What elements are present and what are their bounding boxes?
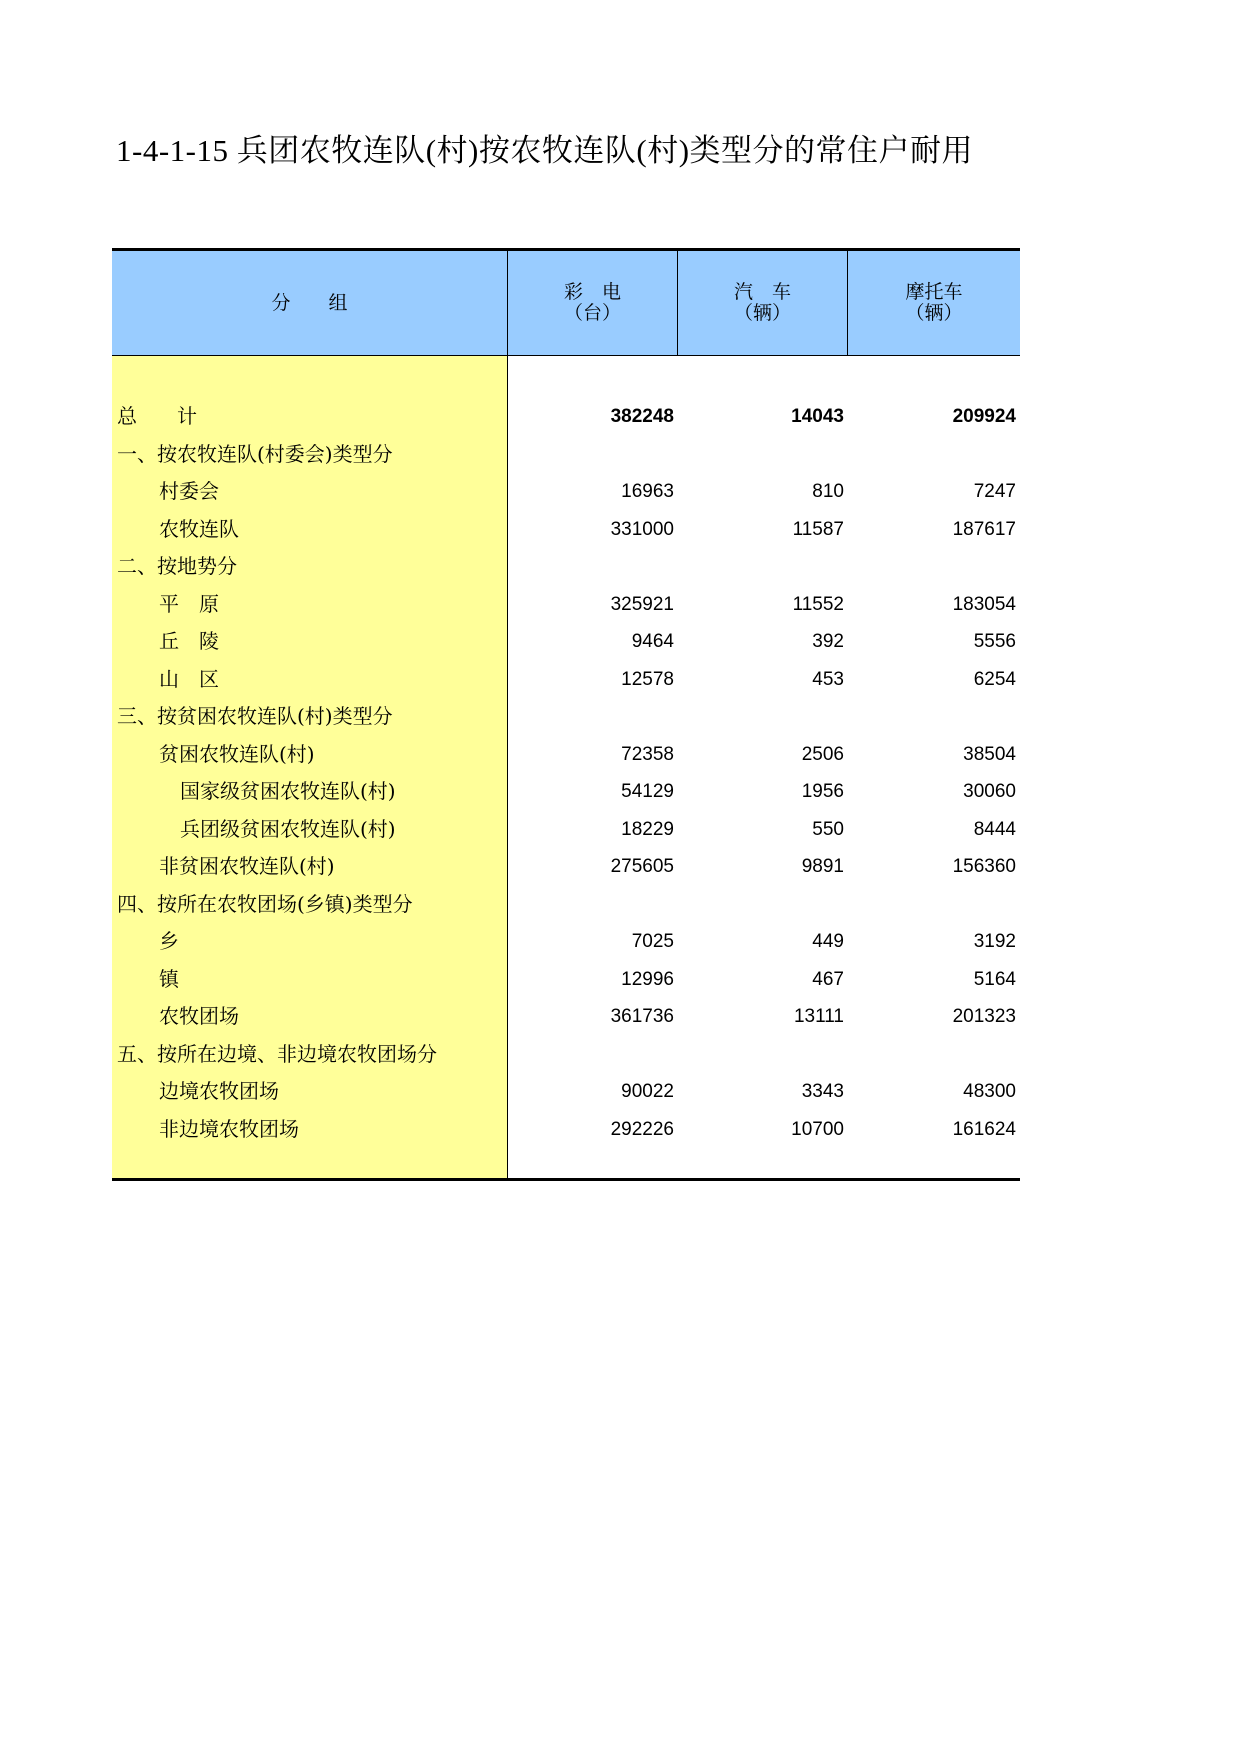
row-value-car: 550 — [812, 818, 844, 840]
row-value-color-tv: 18229 — [621, 818, 674, 840]
row-label: 农牧团场 — [159, 1004, 239, 1028]
row-value-motorcycle — [848, 436, 1016, 474]
page-title: 1-4-1-15 兵团农牧连队(村)按农牧连队(村)类型分的常住户耐用 — [116, 133, 974, 168]
row-label: 山 区 — [159, 666, 219, 691]
title-container — [116, 128, 1020, 178]
row-value-motorcycle: 3192 — [973, 931, 1016, 952]
table-row — [112, 736, 1020, 774]
table-row — [112, 961, 1020, 999]
table-bottom-rule — [112, 1178, 1020, 1181]
header-group-cell — [112, 251, 508, 355]
row-value-motorcycle: 183054 — [952, 593, 1016, 615]
row-value-motorcycle: 38504 — [963, 743, 1016, 765]
header-color-tv-cell — [508, 251, 678, 355]
row-value-car — [678, 698, 844, 736]
table-row — [112, 773, 1020, 811]
row-label: 四、按所在农牧团场(乡镇)类型分 — [117, 891, 413, 916]
row-value-color-tv: 275605 — [610, 856, 674, 877]
header-motorcycle-label: 摩托车 — [905, 281, 963, 303]
row-value-color-tv: 72358 — [621, 743, 674, 765]
row-value-motorcycle: 201323 — [952, 1006, 1016, 1027]
header-car-cell — [678, 251, 848, 355]
row-value-color-tv: 331000 — [610, 518, 674, 540]
row-value-color-tv — [508, 436, 674, 474]
row-label: 非边境农牧团场 — [159, 1116, 299, 1141]
row-label: 乡 — [159, 929, 179, 953]
row-value-color-tv — [508, 698, 674, 736]
row-value-motorcycle: 30060 — [963, 781, 1016, 802]
row-value-color-tv — [508, 1036, 674, 1074]
row-value-motorcycle — [848, 698, 1016, 736]
row-value-color-tv: 12578 — [621, 668, 674, 690]
row-value-car — [678, 1036, 844, 1074]
row-value-car: 392 — [812, 631, 844, 652]
row-value-motorcycle: 8444 — [973, 818, 1016, 840]
row-value-color-tv: 361736 — [610, 1006, 674, 1027]
row-value-car: 10700 — [791, 1118, 844, 1140]
row-value-car: 2506 — [801, 743, 844, 765]
row-label: 贫困农牧连队(村) — [159, 741, 315, 766]
row-value-car: 449 — [812, 931, 844, 952]
table-row-section — [112, 436, 1020, 474]
row-label: 丘 陵 — [159, 629, 219, 653]
header-car-unit: （辆） — [733, 302, 791, 324]
row-value-car: 810 — [812, 481, 844, 502]
row-label: 兵团级贫困农牧连队(村) — [180, 816, 396, 841]
row-value-motorcycle: 209924 — [952, 406, 1016, 427]
row-label: 一、按农牧连队(村委会)类型分 — [117, 441, 393, 466]
header-color-tv-label: 彩 电 — [563, 281, 621, 303]
table-row — [112, 923, 1020, 961]
header-motorcycle-cell — [848, 251, 1020, 355]
table-row-section — [112, 1036, 1020, 1074]
row-label: 农牧连队 — [159, 516, 239, 541]
row-value-color-tv: 16963 — [621, 481, 674, 502]
row-label: 镇 — [159, 966, 179, 991]
row-value-motorcycle: 187617 — [952, 518, 1016, 540]
header-car-label: 汽 车 — [733, 281, 791, 303]
row-value-car: 1956 — [801, 781, 844, 802]
row-value-car: 467 — [812, 968, 844, 990]
row-value-car: 453 — [812, 668, 844, 690]
table-row-section — [112, 548, 1020, 586]
table-body — [112, 356, 1020, 1178]
row-value-color-tv: 54129 — [621, 781, 674, 802]
row-label: 三、按贫困农牧连队(村)类型分 — [117, 704, 393, 728]
row-value-motorcycle: 6254 — [973, 668, 1016, 690]
row-label: 五、按所在边境、非边境农牧团场分 — [117, 1041, 437, 1066]
row-value-motorcycle — [848, 886, 1016, 924]
row-value-car: 11587 — [792, 518, 844, 540]
table-row — [112, 623, 1020, 661]
row-label: 平 原 — [159, 591, 219, 616]
row-value-car: 14043 — [791, 406, 844, 427]
row-label: 总 计 — [117, 404, 197, 428]
row-label: 边境农牧团场 — [159, 1079, 279, 1103]
row-value-color-tv: 325921 — [610, 593, 674, 615]
table-row — [112, 586, 1020, 624]
table-row — [112, 811, 1020, 849]
table-row — [112, 998, 1020, 1036]
row-value-motorcycle — [848, 1036, 1016, 1074]
row-value-car: 9891 — [801, 856, 844, 877]
row-value-motorcycle: 7247 — [973, 481, 1016, 502]
table-row — [112, 511, 1020, 549]
row-value-color-tv: 12996 — [621, 968, 674, 990]
row-value-motorcycle: 161624 — [952, 1118, 1016, 1140]
table-row — [112, 1111, 1020, 1149]
row-value-car — [678, 436, 844, 474]
row-value-motorcycle: 48300 — [963, 1081, 1016, 1102]
row-value-color-tv — [508, 548, 674, 586]
table-row — [112, 473, 1020, 511]
row-value-color-tv: 9464 — [631, 631, 674, 652]
row-value-motorcycle: 5164 — [973, 968, 1016, 990]
header-motorcycle-unit: （辆） — [905, 302, 963, 324]
header-group-label: 分 组 — [271, 291, 348, 314]
row-label: 非贫困农牧连队(村) — [159, 854, 335, 878]
row-value-motorcycle: 5556 — [973, 631, 1016, 652]
row-value-car — [678, 886, 844, 924]
table-row-section — [112, 698, 1020, 736]
table-row-section — [112, 886, 1020, 924]
header-color-tv-unit: （台） — [563, 302, 621, 324]
row-value-color-tv: 90022 — [621, 1081, 674, 1102]
row-value-car — [678, 548, 844, 586]
row-value-car: 13111 — [793, 1006, 844, 1027]
table-row-total — [112, 398, 1020, 436]
row-value-car: 3343 — [801, 1081, 844, 1102]
row-label: 村委会 — [159, 479, 219, 503]
row-value-color-tv: 7025 — [631, 931, 674, 952]
row-label: 二、按地势分 — [117, 554, 237, 578]
row-value-motorcycle: 156360 — [952, 856, 1016, 877]
table-rows — [112, 398, 1020, 1148]
row-value-color-tv: 292226 — [610, 1118, 674, 1140]
row-value-color-tv — [508, 886, 674, 924]
row-value-car: 11552 — [792, 593, 844, 615]
row-value-color-tv: 382248 — [610, 406, 674, 427]
table-header — [112, 251, 1020, 356]
row-value-motorcycle — [848, 548, 1016, 586]
row-label: 国家级贫困农牧连队(村) — [180, 779, 396, 803]
table-row — [112, 1073, 1020, 1111]
table-row — [112, 848, 1020, 886]
table-row — [112, 661, 1020, 699]
